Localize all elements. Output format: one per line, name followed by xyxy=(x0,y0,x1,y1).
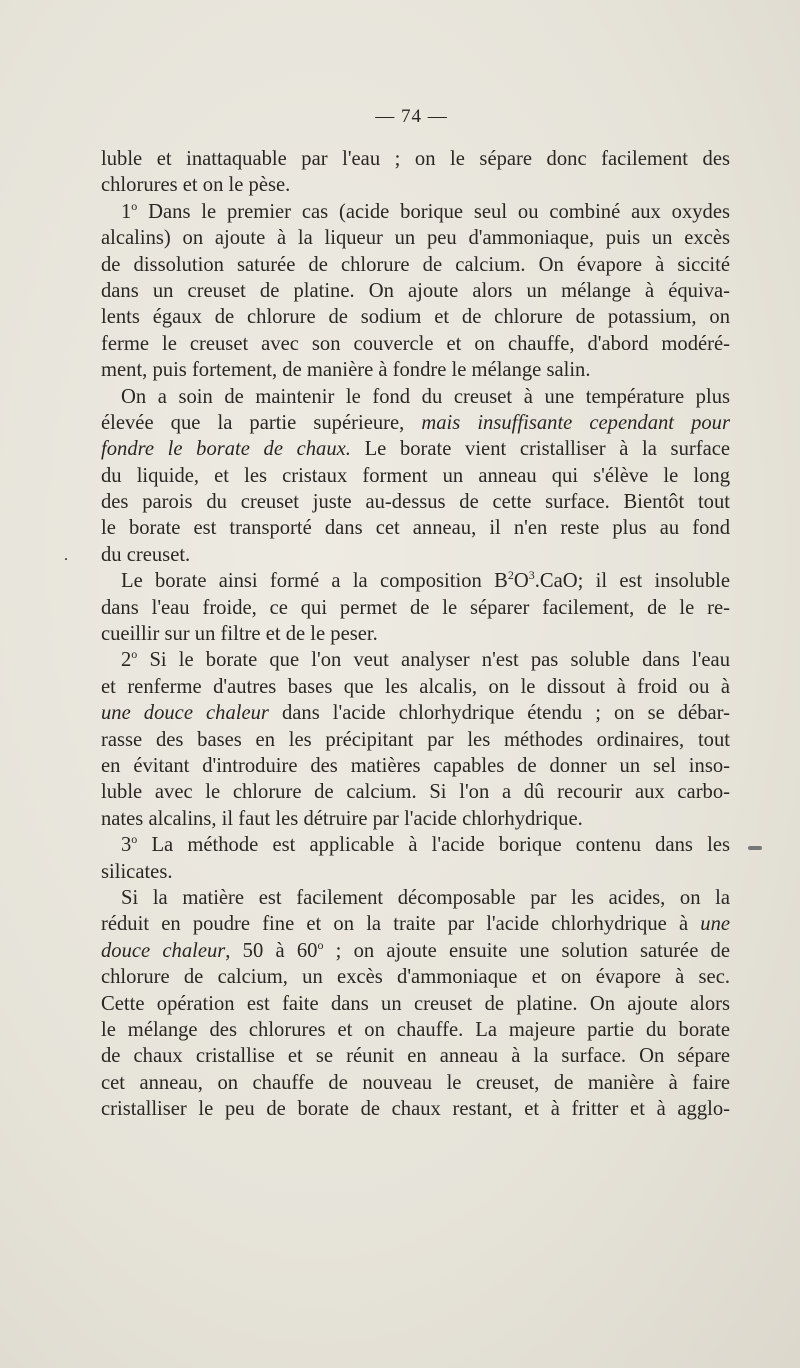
margin-mark: . xyxy=(64,547,68,564)
text-line: et renferme d'autres bases que les alcalis, on le dissout à froid ou à xyxy=(101,675,730,698)
text-line: luble et inattaquable par l'eau ; on le sépare donc facilement des xyxy=(101,148,730,170)
text-line: alcalins) on ajoute à la liqueur un peu d'ammoniaque, puis un excès xyxy=(101,227,730,250)
text-line: On a soin de maintenir le fond du creuset à une température plus xyxy=(121,385,730,408)
text-line: dans l'eau froide, ce qui permet de le séparer facilement, de le re- xyxy=(101,596,730,619)
text-line: le mélange des chlorures et on chauffe. La majeure partie du borate xyxy=(101,1018,730,1041)
text-line: ment, puis fortement, de manière à fondre le mélange salin. xyxy=(101,359,591,382)
text-body xyxy=(101,146,730,1122)
text-line: nates alcalins, il faut les détruire par l'acide chlorhydrique. xyxy=(101,807,583,830)
text-line: de chaux cristallise et se réunit en anneau à la surface. On sépare xyxy=(101,1045,730,1068)
text-line: dans un creuset de platine. On ajoute alors un mélange à équiva- xyxy=(101,279,730,302)
text-line: luble avec le chlorure de calcium. Si l'on a dû recourir aux carbo- xyxy=(101,781,730,804)
text-line: Le borate ainsi formé a la composition $B^2O^3.CaO$; il est insoluble xyxy=(121,568,731,593)
text-line: fondre le borate de chaux. Le borate vient cristalliser à la surface xyxy=(101,438,730,461)
text-line: du liquide, et les cristaux forment un anneau qui s'élève le long xyxy=(101,464,730,487)
text-line: cet anneau, on chauffe de nouveau le creuset, de manière à faire xyxy=(101,1071,730,1094)
text-line: une douce chaleur dans l'acide chlorhydrique étendu ; on se débar- xyxy=(101,702,730,725)
text-line: 1$^o$ Dans le premier cas (acide borique seul ou combiné aux oxydes xyxy=(121,198,730,223)
text-line: cristalliser le peu de borate de chaux restant, et à fritter et à agglo- xyxy=(101,1098,730,1121)
text-line: silicates. xyxy=(101,860,173,883)
text-line: 3$^o$ La méthode est applicable à l'acide borique contenu dans les xyxy=(121,832,730,857)
text-line: réduit en poudre fine et on la traite par l'acide chlorhydrique à une xyxy=(101,913,730,936)
text-line: chlorure de calcium, un excès d'ammoniaque et on évapore à sec. xyxy=(101,966,730,989)
text-line: chlorures et on le pèse. xyxy=(101,174,291,197)
text-line: ferme le creuset avec son couvercle et on chauffe, d'abord modéré- xyxy=(101,332,730,355)
text-line: des parois du creuset juste au-dessus de cette surface. Bientôt tout xyxy=(101,491,730,514)
text-line: lents égaux de chlorure de sodium et de chlorure de potassium, on xyxy=(101,306,730,329)
text-line: élevée que la partie supérieure, mais insuffisante cependant pour xyxy=(101,411,730,434)
text-line: Cette opération est faite dans un creuset de platine. On ajoute alors xyxy=(101,992,730,1015)
page-number: — 74 — xyxy=(375,106,448,127)
text-line: douce chaleur, 50 à 60$^o$ ; on ajoute ensuite une solution saturée de xyxy=(101,937,730,962)
text-line: le borate est transporté dans cet anneau, il n'en reste plus au fond xyxy=(101,517,730,540)
text-line: cueillir sur un filtre et de le peser. xyxy=(101,623,378,646)
ink-speck xyxy=(748,846,762,850)
text-line: 2$^o$ Si le borate que l'on veut analyser n'est pas soluble dans l'eau xyxy=(121,647,730,672)
text-line: du creuset. xyxy=(101,543,191,566)
text-line: de dissolution saturée de chlorure de calcium. On évapore à siccité xyxy=(101,253,730,276)
text-line: en évitant d'introduire des matières capables de donner un sel inso- xyxy=(101,754,730,777)
text-line: rasse des bases en les précipitant par les méthodes ordinaires, tout xyxy=(101,728,730,751)
text-line: Si la matière est facilement décomposable par les acides, on la xyxy=(121,886,730,909)
